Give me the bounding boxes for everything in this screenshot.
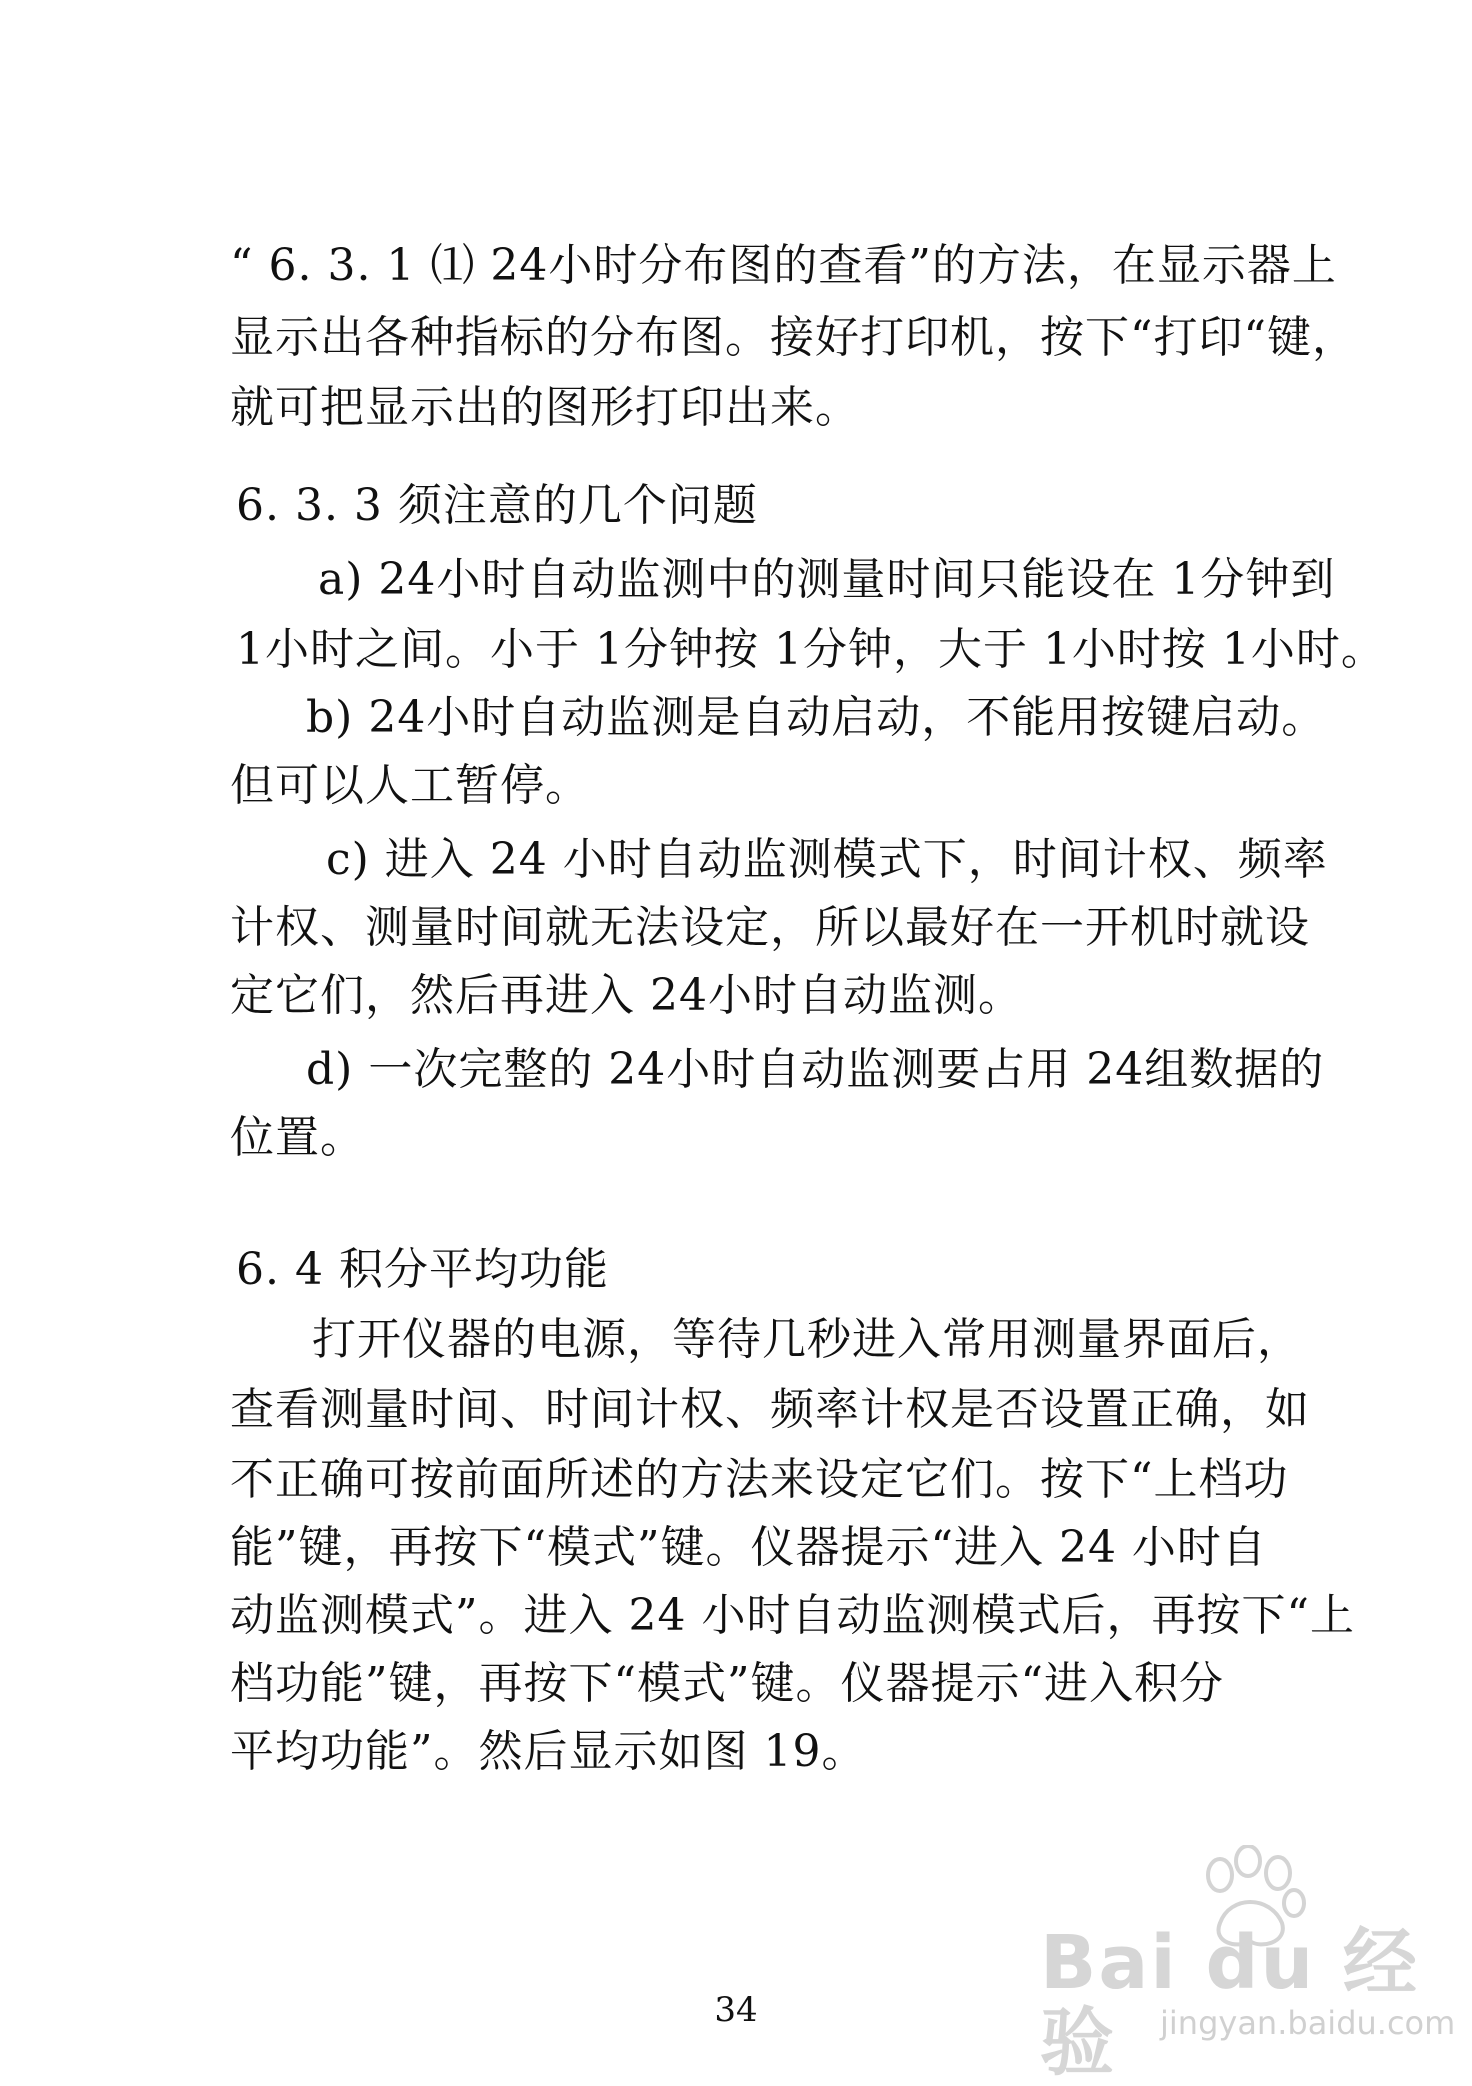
text-line: d) 一次完整的 24小时自动监测要占用 24组数据的 (306, 1044, 1325, 1095)
text-line: 计权、测量时间就无法设定，所以最好在一开机时就设 (230, 902, 1310, 953)
text-line: b) 24小时自动监测是自动启动，不能用按键启动。 (306, 692, 1327, 743)
text-line: a) 24小时自动监测中的测量时间只能设在 1分钟到 (318, 554, 1336, 605)
section-heading: 6. 3. 3 须注意的几个问题 (236, 480, 758, 531)
watermark-brand: Bai du 经验 (1040, 1920, 1419, 2086)
text-line: 显示出各种指标的分布图。接好打印机，按下“打印“键， (230, 312, 1357, 363)
text-line: 打开仪器的电源，等待几秒进入常用测量界面后， (312, 1314, 1302, 1365)
text-line: “ 6. 3. 1 ⑴ 24小时分布图的查看”的方法，在显示器上 (230, 240, 1337, 291)
text-line: 位置。 (230, 1112, 365, 1163)
text-line: 能”键，再按下“模式”键。仪器提示“进入 24 小时自 (230, 1522, 1267, 1573)
text-line: 但可以人工暂停。 (230, 760, 590, 811)
text-line: 不正确可按前面所述的方法来设定它们。按下“上档功 (230, 1454, 1289, 1505)
text-line: 平均功能”。然后显示如图 19。 (230, 1726, 867, 1777)
baidu-jingyan-watermark (1040, 1845, 1456, 2086)
text-line: 动监测模式”。进入 24 小时自动监测模式后，再按下“上 (230, 1590, 1355, 1641)
text-line: 就可把显示出的图形打印出来。 (230, 382, 860, 433)
text-line: 1小时之间。小于 1分钟按 1分钟，大于 1小时按 1小时。 (236, 624, 1386, 675)
text-line: 档功能”键，再按下“模式”键。仪器提示“进入积分 (230, 1658, 1224, 1709)
text-line: 定它们，然后再进入 24小时自动监测。 (230, 970, 1023, 1021)
text-line: c) 进入 24 小时自动监测模式下，时间计权、频率 (326, 834, 1328, 885)
text-line: 查看测量时间、时间计权、频率计权是否设置正确，如 (230, 1384, 1310, 1435)
section-heading: 6. 4 积分平均功能 (236, 1244, 609, 1295)
watermark-url: jingyan.baidu.com (1160, 2004, 1456, 2042)
page-number: 34 (714, 1990, 758, 2030)
